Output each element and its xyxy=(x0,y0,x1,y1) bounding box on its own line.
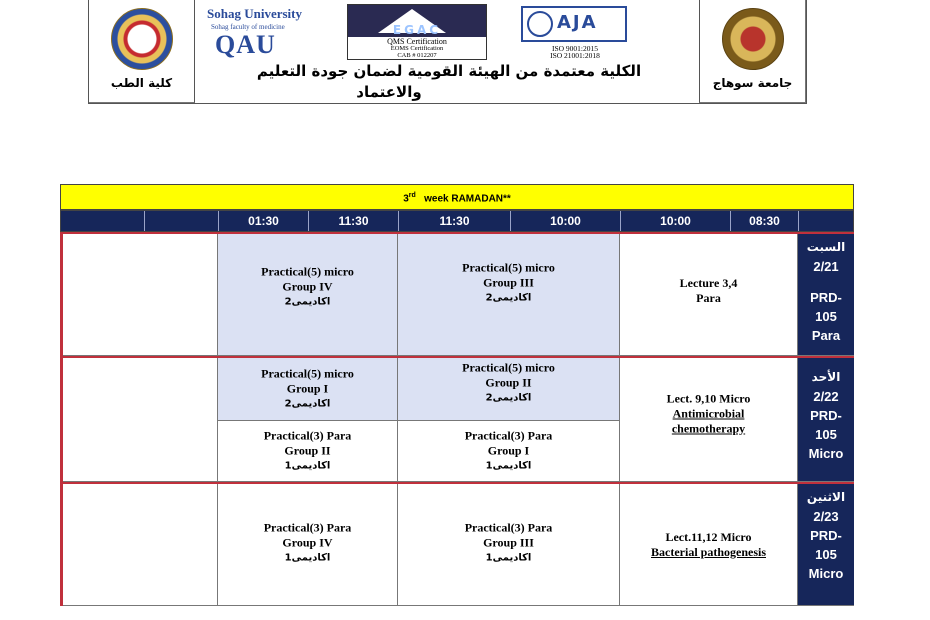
egac-line: CAB # 012207 xyxy=(397,52,437,59)
qau-name: QAU xyxy=(215,30,276,59)
day-date: 2/23 xyxy=(813,509,839,524)
session-group: Group III xyxy=(483,275,534,289)
aja-name: AJA xyxy=(557,12,598,33)
course-subject: Para xyxy=(811,328,841,343)
aja-line: ISO 9001:2015 xyxy=(551,44,599,53)
faculty-label: كلية الطب xyxy=(110,76,173,90)
session-cell xyxy=(218,234,398,356)
left-border-accent xyxy=(60,232,63,606)
aja-badge xyxy=(521,6,627,42)
lecture-topic: Antimicrobial xyxy=(672,406,745,420)
university-seal-cell xyxy=(699,0,806,103)
lecture-subject: Para xyxy=(696,290,721,305)
time-header-cell: 10:00 xyxy=(621,211,731,231)
session-title: Practical(5) micro xyxy=(261,264,354,278)
session-room: اكاديمى2 xyxy=(485,392,532,404)
day-cell-sunday xyxy=(798,358,854,482)
lecture-topic-cont: chemotherapy xyxy=(671,421,746,435)
egac-name: EGAC xyxy=(392,23,442,37)
week-title: week RAMADAN** xyxy=(424,193,511,205)
session-group: Group II xyxy=(284,443,331,458)
university-label: جامعة سوهاج xyxy=(712,76,793,90)
time-header-cell: 08:30 xyxy=(731,211,799,231)
course-subject: Micro xyxy=(808,566,844,581)
session-title: Practical(3) Para xyxy=(263,428,352,443)
course-number: 105 xyxy=(815,547,837,562)
time-header-row xyxy=(60,210,854,232)
time-header-empty xyxy=(145,211,219,231)
session-room: اكاديمى1 xyxy=(284,552,331,563)
egac-line: QMS Certification xyxy=(387,37,447,46)
time-header-cell: 11:30 xyxy=(309,211,399,231)
empty-cell xyxy=(60,234,218,356)
session-room: اكاديمى1 xyxy=(485,552,532,563)
faculty-seal-cell xyxy=(89,0,195,103)
day-cell-monday xyxy=(798,484,854,606)
egac-logo xyxy=(347,4,487,60)
time-header-cell: 11:30 xyxy=(399,211,511,231)
week-suffix: rd xyxy=(408,192,416,199)
day-date: 2/22 xyxy=(813,389,839,404)
lecture-title: Lecture 3,4 xyxy=(679,275,738,290)
day-name: الأحد xyxy=(811,370,841,384)
session-cell xyxy=(218,421,398,482)
aja-logo xyxy=(513,4,637,60)
accreditation-statement: الكلية معتمدة من الهيئة القومية لضمان جودة التعليم xyxy=(256,62,642,80)
session-group: Group III xyxy=(483,535,534,549)
session-group: Group I xyxy=(487,443,530,458)
qau-logo xyxy=(207,4,322,60)
session-cell xyxy=(398,234,620,356)
session-room: اكاديمى2 xyxy=(485,292,532,303)
time-header-empty xyxy=(61,211,145,231)
day-name: السبت xyxy=(806,240,846,254)
time-header-empty xyxy=(799,211,855,231)
egac-line: EOMS Certification xyxy=(390,45,444,52)
session-title: Practical(5) micro xyxy=(462,360,555,375)
faculty-of-medicine-logo xyxy=(111,8,173,70)
session-room: اكاديمى2 xyxy=(284,296,331,307)
course-code: PRD- xyxy=(810,528,842,543)
course-code: PRD- xyxy=(810,290,842,305)
qau-sub-text: Sohag faculty of medicine xyxy=(211,23,285,31)
course-number: 105 xyxy=(815,427,837,442)
session-title: Practical(3) Para xyxy=(464,428,553,443)
session-cell xyxy=(398,421,620,482)
lecture-cell xyxy=(620,358,798,482)
lecture-topic: Bacterial pathogenesis xyxy=(651,544,766,559)
session-cell xyxy=(218,484,398,606)
time-header-cell: 01:30 xyxy=(219,211,309,231)
day-cell-saturday xyxy=(798,234,854,356)
course-number: 105 xyxy=(815,309,837,324)
session-group: Group I xyxy=(286,381,329,396)
session-title: Practical(3) Para xyxy=(464,520,553,534)
session-title: Practical(3) Para xyxy=(263,520,352,534)
week-number: 3 xyxy=(403,193,409,205)
schedule-row-saturday xyxy=(60,232,854,356)
session-group: Group IV xyxy=(282,279,333,293)
session-room: اكاديمى1 xyxy=(485,460,532,472)
time-header-cell: 10:00 xyxy=(511,211,621,231)
session-title: Practical(5) micro xyxy=(462,260,555,274)
session-room: اكاديمى1 xyxy=(284,460,331,472)
session-group: Group IV xyxy=(282,535,333,549)
lecture-cell xyxy=(620,484,798,606)
day-date: 2/21 xyxy=(813,259,839,274)
lecture-title: Lect. 9,10 Micro xyxy=(666,391,751,405)
lecture-title: Lect.11,12 Micro xyxy=(665,529,752,544)
course-subject: Micro xyxy=(808,446,844,461)
session-title: Practical(5) micro xyxy=(261,366,354,381)
session-cell xyxy=(218,358,398,421)
empty-cell xyxy=(60,358,218,482)
session-cell xyxy=(398,484,620,606)
empty-cell xyxy=(60,484,218,606)
schedule-title xyxy=(60,184,854,210)
schedule-row-monday xyxy=(60,482,854,606)
lecture-cell xyxy=(620,234,798,356)
schedule-row-sunday xyxy=(60,356,854,482)
page-header xyxy=(88,0,807,104)
sohag-university-logo xyxy=(722,8,784,70)
session-cell xyxy=(398,358,620,421)
qau-top-text: Sohag University xyxy=(207,6,302,21)
accreditation-statement-cont: والاعتماد xyxy=(356,83,422,101)
course-code: PRD- xyxy=(810,408,842,423)
aja-line: ISO 21001:2018 xyxy=(550,51,600,60)
globe-icon xyxy=(527,11,553,37)
session-room: اكاديمى2 xyxy=(284,398,331,410)
session-group: Group II xyxy=(485,375,532,390)
day-name: الاثنين xyxy=(806,490,846,504)
